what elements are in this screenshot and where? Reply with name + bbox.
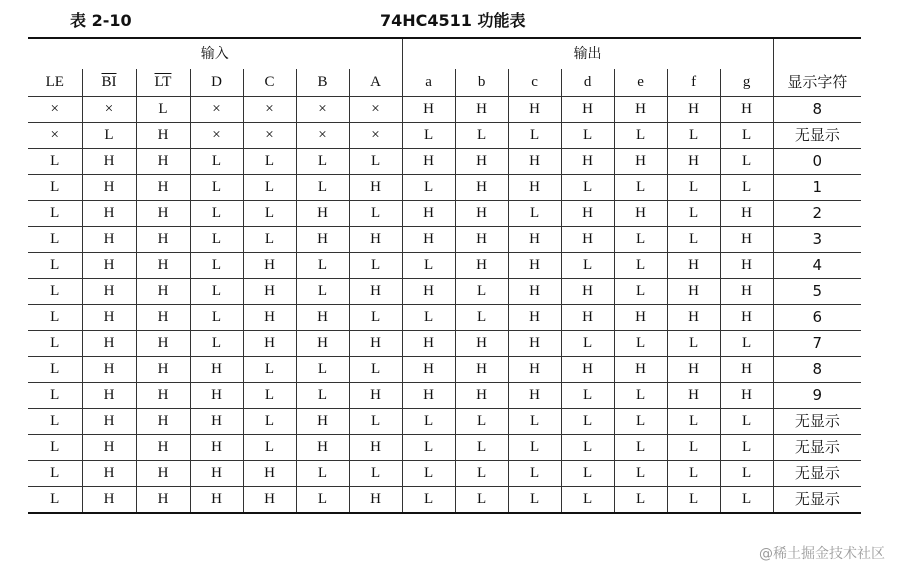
display-char-cell: 0	[773, 149, 861, 175]
table-cell: H	[402, 357, 455, 383]
table-cell: L	[349, 357, 402, 383]
table-cell: H	[667, 253, 720, 279]
group-header-row	[28, 38, 861, 69]
table-cell: L	[402, 461, 455, 487]
table-cell: L	[243, 435, 296, 461]
col-header-seg-c: c	[508, 69, 561, 97]
table-cell: L	[190, 227, 243, 253]
table-cell: L	[561, 331, 614, 357]
table-cell: H	[296, 409, 349, 435]
table-cell: H	[614, 97, 667, 123]
table-cell: L	[561, 175, 614, 201]
table-cell: H	[614, 201, 667, 227]
table-cell: H	[508, 175, 561, 201]
table-cell: H	[667, 305, 720, 331]
table-cell: L	[720, 331, 773, 357]
table-cell: L	[349, 253, 402, 279]
table-cell: L	[667, 487, 720, 514]
table-cell: H	[243, 253, 296, 279]
col-header-a-input: A	[349, 69, 402, 97]
table-cell: L	[190, 201, 243, 227]
table-cell: H	[561, 279, 614, 305]
table-cell: L	[28, 279, 82, 305]
table-cell: L	[667, 331, 720, 357]
table-cell: H	[667, 149, 720, 175]
table-cell: ×	[243, 97, 296, 123]
table-cell: L	[402, 123, 455, 149]
table-cell: H	[402, 383, 455, 409]
table-cell: H	[508, 227, 561, 253]
table-body	[28, 97, 861, 514]
table-cell: H	[508, 253, 561, 279]
display-char-cell: 1	[773, 175, 861, 201]
table-cell: H	[190, 461, 243, 487]
table-row	[28, 149, 861, 175]
table-cell: L	[402, 487, 455, 514]
table-row	[28, 409, 861, 435]
column-header-row	[28, 69, 861, 97]
table-cell: H	[136, 149, 190, 175]
table-cell: H	[402, 149, 455, 175]
table-cell: H	[455, 175, 508, 201]
table-caption	[0, 6, 897, 30]
table-cell: H	[508, 331, 561, 357]
table-cell: H	[561, 149, 614, 175]
table-cell: H	[349, 227, 402, 253]
table-row	[28, 175, 861, 201]
table-cell: L	[296, 175, 349, 201]
col-header-seg-e: e	[614, 69, 667, 97]
input-group-header: 输入	[28, 38, 402, 69]
table-cell: H	[402, 279, 455, 305]
table-cell: L	[296, 487, 349, 514]
col-header-seg-d: d	[561, 69, 614, 97]
col-header-display-char: 显示字符	[773, 69, 861, 97]
table-cell: L	[296, 357, 349, 383]
table-cell: H	[82, 461, 136, 487]
table-cell: H	[455, 97, 508, 123]
col-header-lt: $\overline{LT}$	[136, 69, 190, 97]
table-cell: L	[508, 123, 561, 149]
table-cell: H	[243, 331, 296, 357]
table-cell: L	[561, 123, 614, 149]
table-cell: L	[614, 487, 667, 514]
table-cell: L	[455, 487, 508, 514]
table-cell: H	[82, 227, 136, 253]
table-cell: L	[720, 149, 773, 175]
table-cell: L	[614, 331, 667, 357]
table-cell: L	[667, 123, 720, 149]
table-cell: L	[455, 435, 508, 461]
table-cell: H	[296, 227, 349, 253]
table-cell: L	[508, 461, 561, 487]
table-cell: H	[455, 357, 508, 383]
table-cell: H	[243, 461, 296, 487]
table-cell: H	[82, 305, 136, 331]
table-cell: H	[614, 149, 667, 175]
table-cell: L	[402, 435, 455, 461]
table-cell: L	[28, 383, 82, 409]
table-cell: L	[296, 279, 349, 305]
table-cell: H	[190, 435, 243, 461]
table-cell: H	[136, 331, 190, 357]
table-cell: H	[136, 305, 190, 331]
table-cell: H	[614, 357, 667, 383]
table-cell: L	[28, 435, 82, 461]
table-cell: L	[614, 253, 667, 279]
col-header-le: LE	[28, 69, 82, 97]
table-cell: H	[402, 97, 455, 123]
table-cell: L	[667, 227, 720, 253]
table-cell: L	[561, 409, 614, 435]
table-cell: H	[455, 253, 508, 279]
table-cell: L	[667, 175, 720, 201]
table-cell: H	[243, 305, 296, 331]
table-row	[28, 201, 861, 227]
table-cell: L	[720, 461, 773, 487]
table-cell: H	[296, 305, 349, 331]
table-cell: L	[28, 227, 82, 253]
table-cell: H	[243, 487, 296, 514]
table-row	[28, 487, 861, 514]
table-cell: H	[561, 201, 614, 227]
table-cell: H	[402, 227, 455, 253]
display-char-cell: 9	[773, 383, 861, 409]
table-cell: L	[28, 357, 82, 383]
table-cell: L	[508, 487, 561, 514]
table-cell: L	[455, 461, 508, 487]
table-row	[28, 253, 861, 279]
table-cell: L	[243, 175, 296, 201]
table-cell: L	[190, 253, 243, 279]
display-char-cell: 8	[773, 97, 861, 123]
table-cell: L	[190, 175, 243, 201]
table-row	[28, 227, 861, 253]
table-cell: L	[614, 461, 667, 487]
table-cell: ×	[296, 97, 349, 123]
table-cell: L	[455, 123, 508, 149]
table-cell: L	[561, 461, 614, 487]
display-char-cell: 8	[773, 357, 861, 383]
table-cell: H	[82, 357, 136, 383]
table-cell: L	[243, 149, 296, 175]
table-cell: L	[243, 357, 296, 383]
display-char-cell: 7	[773, 331, 861, 357]
display-char-cell: 4	[773, 253, 861, 279]
table-cell: ×	[82, 97, 136, 123]
table-cell: L	[561, 253, 614, 279]
display-char-cell: 无显示	[773, 123, 861, 149]
table-cell: L	[614, 409, 667, 435]
table-cell: L	[243, 409, 296, 435]
table-cell: H	[136, 461, 190, 487]
table-cell: H	[82, 201, 136, 227]
table-cell: L	[28, 149, 82, 175]
table-cell: L	[243, 383, 296, 409]
table-cell: H	[82, 487, 136, 514]
table-cell: L	[614, 383, 667, 409]
table-cell: L	[28, 201, 82, 227]
table-cell: H	[349, 175, 402, 201]
table-cell: L	[614, 227, 667, 253]
table-cell: L	[561, 435, 614, 461]
table-cell: L	[28, 331, 82, 357]
display-char-cell: 无显示	[773, 461, 861, 487]
table-row	[28, 435, 861, 461]
display-char-cell: 无显示	[773, 435, 861, 461]
table-cell: L	[296, 149, 349, 175]
function-table	[28, 37, 861, 514]
table-cell: H	[349, 435, 402, 461]
table-cell: ×	[28, 123, 82, 149]
table-cell: L	[455, 279, 508, 305]
table-row	[28, 123, 861, 149]
table-cell: L	[402, 175, 455, 201]
table-cell: L	[614, 435, 667, 461]
table-cell: L	[28, 487, 82, 514]
table-cell: H	[296, 201, 349, 227]
table-cell: L	[82, 123, 136, 149]
table-cell: H	[82, 435, 136, 461]
table-cell: L	[508, 435, 561, 461]
table-cell: L	[402, 305, 455, 331]
table-cell: H	[667, 97, 720, 123]
table-cell: H	[190, 487, 243, 514]
table-cell: H	[455, 149, 508, 175]
table-cell: L	[136, 97, 190, 123]
display-char-cell: 无显示	[773, 487, 861, 514]
table-cell: H	[190, 357, 243, 383]
table-cell: H	[349, 487, 402, 514]
table-cell: H	[720, 383, 773, 409]
table-cell: L	[190, 331, 243, 357]
table-cell: L	[28, 175, 82, 201]
table-cell: L	[296, 461, 349, 487]
table-cell: H	[82, 175, 136, 201]
table-cell: H	[82, 383, 136, 409]
table-cell: H	[720, 201, 773, 227]
table-cell: L	[190, 279, 243, 305]
col-header-seg-f: f	[667, 69, 720, 97]
table-cell: H	[136, 279, 190, 305]
table-cell: H	[349, 279, 402, 305]
table-cell: L	[190, 149, 243, 175]
table-cell: L	[720, 435, 773, 461]
table-cell: L	[28, 305, 82, 331]
table-cell: H	[136, 357, 190, 383]
table-cell: H	[667, 383, 720, 409]
table-cell: H	[82, 409, 136, 435]
table-cell: H	[190, 383, 243, 409]
table-cell: L	[720, 175, 773, 201]
table-cell: H	[349, 331, 402, 357]
output-group-header: 输出	[402, 38, 773, 69]
col-header-d: D	[190, 69, 243, 97]
table-cell: L	[402, 253, 455, 279]
table-cell: L	[614, 123, 667, 149]
table-cell: L	[667, 435, 720, 461]
table-row	[28, 461, 861, 487]
table-cell: H	[136, 435, 190, 461]
table-cell: L	[561, 383, 614, 409]
table-cell: ×	[28, 97, 82, 123]
table-cell: L	[349, 305, 402, 331]
table-cell: H	[508, 305, 561, 331]
table-cell: H	[296, 331, 349, 357]
table-cell: ×	[349, 97, 402, 123]
col-header-b-input: B	[296, 69, 349, 97]
table-cell: H	[720, 227, 773, 253]
table-cell: L	[243, 227, 296, 253]
table-cell: H	[136, 201, 190, 227]
col-header-bi: $\overline{BI}$	[82, 69, 136, 97]
table-cell: H	[82, 253, 136, 279]
col-header-c: C	[243, 69, 296, 97]
table-cell: L	[561, 487, 614, 514]
table-row	[28, 305, 861, 331]
display-char-cell: 6	[773, 305, 861, 331]
col-header-seg-g: g	[720, 69, 773, 97]
table-cell: L	[28, 409, 82, 435]
table-cell: H	[136, 227, 190, 253]
table-cell: ×	[190, 123, 243, 149]
table-cell: H	[243, 279, 296, 305]
table-cell: H	[508, 279, 561, 305]
table-cell: L	[455, 409, 508, 435]
table-cell: L	[28, 461, 82, 487]
table-cell: H	[508, 357, 561, 383]
table-cell: H	[402, 331, 455, 357]
table-cell: L	[614, 175, 667, 201]
table-cell: H	[136, 123, 190, 149]
table-title: 74HC4511 功能表	[380, 11, 526, 30]
group-header-blank	[773, 38, 861, 69]
table-cell: L	[667, 409, 720, 435]
table-cell: L	[720, 123, 773, 149]
table-cell: H	[82, 149, 136, 175]
table-cell: H	[561, 97, 614, 123]
table-cell: H	[296, 435, 349, 461]
col-header-seg-a: a	[402, 69, 455, 97]
display-char-cell: 3	[773, 227, 861, 253]
table-cell: H	[720, 279, 773, 305]
table-cell: H	[508, 383, 561, 409]
table-cell: H	[136, 487, 190, 514]
table-cell: L	[508, 201, 561, 227]
table-row	[28, 97, 861, 123]
table-cell: ×	[243, 123, 296, 149]
table-cell: L	[349, 409, 402, 435]
table-row	[28, 357, 861, 383]
table-cell: H	[190, 409, 243, 435]
table-cell: H	[455, 331, 508, 357]
table-cell: H	[82, 279, 136, 305]
table-cell: L	[667, 461, 720, 487]
table-cell: L	[28, 253, 82, 279]
table-cell: ×	[349, 123, 402, 149]
table-cell: L	[508, 409, 561, 435]
table-cell: H	[614, 305, 667, 331]
table-cell: H	[82, 331, 136, 357]
table-row	[28, 279, 861, 305]
table-cell: L	[349, 461, 402, 487]
table-cell: L	[349, 201, 402, 227]
table-cell: L	[720, 487, 773, 514]
col-header-seg-b: b	[455, 69, 508, 97]
table-cell: L	[296, 253, 349, 279]
table-cell: L	[296, 383, 349, 409]
table-cell: H	[667, 279, 720, 305]
table-cell: L	[402, 409, 455, 435]
table-cell: H	[349, 383, 402, 409]
table-cell: H	[561, 357, 614, 383]
table-cell: L	[720, 409, 773, 435]
table-cell: H	[508, 149, 561, 175]
table-row	[28, 383, 861, 409]
table-cell: H	[455, 201, 508, 227]
table-cell: H	[720, 357, 773, 383]
table-cell: H	[508, 97, 561, 123]
table-cell: L	[243, 201, 296, 227]
table-number: 表 2-10	[70, 11, 132, 30]
table-cell: H	[455, 227, 508, 253]
table-cell: H	[667, 357, 720, 383]
table-cell: L	[349, 149, 402, 175]
table-cell: H	[561, 305, 614, 331]
display-char-cell: 5	[773, 279, 861, 305]
table-cell: H	[455, 383, 508, 409]
table-cell: H	[402, 201, 455, 227]
table-cell: ×	[296, 123, 349, 149]
table-cell: H	[136, 409, 190, 435]
table-cell: H	[720, 305, 773, 331]
table-cell: L	[455, 305, 508, 331]
watermark: @稀土掘金技术社区	[759, 546, 885, 562]
table-cell: H	[561, 227, 614, 253]
display-char-cell: 无显示	[773, 409, 861, 435]
table-cell: H	[136, 175, 190, 201]
table-cell: L	[614, 279, 667, 305]
table-cell: H	[136, 383, 190, 409]
table-cell: ×	[190, 97, 243, 123]
table-cell: L	[190, 305, 243, 331]
table-row	[28, 331, 861, 357]
table-cell: H	[720, 97, 773, 123]
table-cell: H	[136, 253, 190, 279]
table-cell: L	[667, 201, 720, 227]
display-char-cell: 2	[773, 201, 861, 227]
table-cell: H	[720, 253, 773, 279]
